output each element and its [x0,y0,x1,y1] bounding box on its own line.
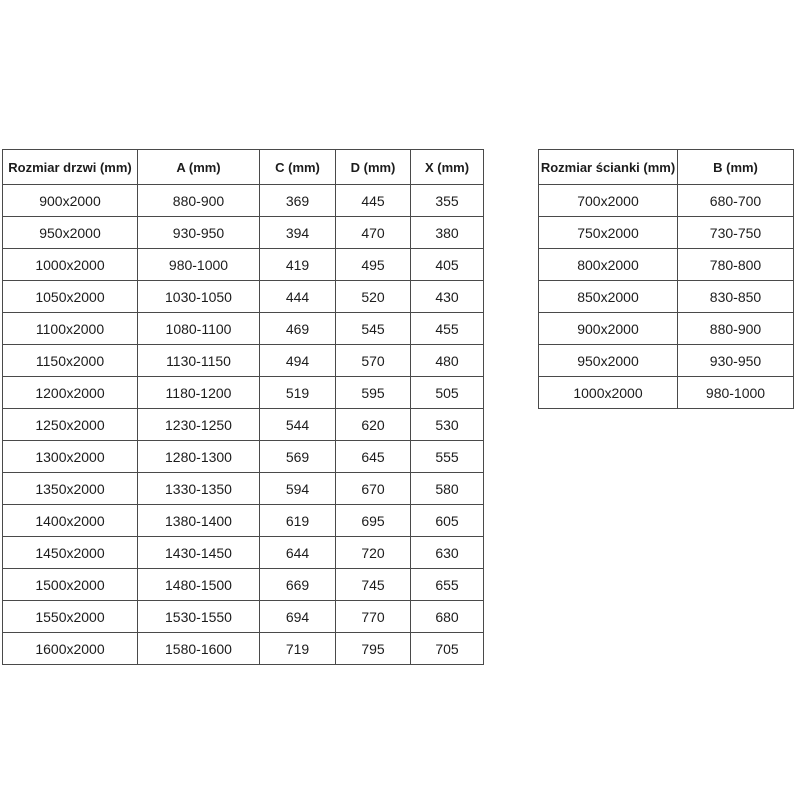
table-row [3,601,484,633]
table-row [3,537,484,569]
table-cell: 620 [336,409,411,441]
table-cell: 900x2000 [539,313,678,345]
table-cell: 770 [336,601,411,633]
column-header: B (mm) [678,150,794,185]
table-row [3,281,484,313]
table-cell: 644 [260,537,336,569]
door-size-table [2,149,484,665]
table-cell: 1130-1150 [138,345,260,377]
table-cell: 380 [411,217,484,249]
table-cell: 369 [260,185,336,217]
table-cell: 1400x2000 [3,505,138,537]
table-cell: 1380-1400 [138,505,260,537]
table-cell: 469 [260,313,336,345]
table-cell: 1030-1050 [138,281,260,313]
table-cell: 850x2000 [539,281,678,313]
table-cell: 950x2000 [3,217,138,249]
table-cell: 555 [411,441,484,473]
wall-table-header-row [539,150,794,185]
table-cell: 695 [336,505,411,537]
table-cell: 800x2000 [539,249,678,281]
table-row [539,377,794,409]
table-cell: 1000x2000 [3,249,138,281]
table-row [3,185,484,217]
table-row [3,345,484,377]
table-cell: 480 [411,345,484,377]
table-cell: 530 [411,409,484,441]
table-cell: 719 [260,633,336,665]
table-cell: 1350x2000 [3,473,138,505]
table-cell: 1530-1550 [138,601,260,633]
table-cell: 355 [411,185,484,217]
table-cell: 900x2000 [3,185,138,217]
table-cell: 1250x2000 [3,409,138,441]
table-cell: 1150x2000 [3,345,138,377]
table-cell: 930-950 [138,217,260,249]
table-cell: 1000x2000 [539,377,678,409]
table-cell: 444 [260,281,336,313]
table-row [539,281,794,313]
table-cell: 594 [260,473,336,505]
table-cell: 950x2000 [539,345,678,377]
column-header: C (mm) [260,150,336,185]
table-cell: 880-900 [678,313,794,345]
column-header: X (mm) [411,150,484,185]
table-cell: 980-1000 [678,377,794,409]
table-cell: 1050x2000 [3,281,138,313]
table-row [539,345,794,377]
table-cell: 1230-1250 [138,409,260,441]
table-cell: 1430-1450 [138,537,260,569]
table-cell: 605 [411,505,484,537]
table-cell: 419 [260,249,336,281]
table-cell: 830-850 [678,281,794,313]
table-cell: 430 [411,281,484,313]
table-cell: 1480-1500 [138,569,260,601]
table-cell: 619 [260,505,336,537]
table-cell: 669 [260,569,336,601]
table-cell: 720 [336,537,411,569]
table-cell: 1100x2000 [3,313,138,345]
table-cell: 455 [411,313,484,345]
table-cell: 544 [260,409,336,441]
table-cell: 470 [336,217,411,249]
column-header: D (mm) [336,150,411,185]
table-cell: 980-1000 [138,249,260,281]
table-row [3,633,484,665]
table-cell: 655 [411,569,484,601]
table-row [3,313,484,345]
table-cell: 730-750 [678,217,794,249]
table-row [539,249,794,281]
table-row [3,441,484,473]
wall-size-table [538,149,794,409]
table-cell: 645 [336,441,411,473]
table-cell: 1580-1600 [138,633,260,665]
door-table-header-row [3,150,484,185]
table-cell: 1450x2000 [3,537,138,569]
column-header: Rozmiar ścianki (mm) [539,150,678,185]
table-cell: 1280-1300 [138,441,260,473]
table-cell: 505 [411,377,484,409]
table-cell: 405 [411,249,484,281]
table-cell: 630 [411,537,484,569]
table-cell: 700x2000 [539,185,678,217]
table-cell: 1300x2000 [3,441,138,473]
table-cell: 1500x2000 [3,569,138,601]
table-cell: 570 [336,345,411,377]
table-row [3,377,484,409]
table-cell: 780-800 [678,249,794,281]
table-row [3,505,484,537]
table-cell: 795 [336,633,411,665]
table-cell: 519 [260,377,336,409]
table-cell: 1180-1200 [138,377,260,409]
table-cell: 445 [336,185,411,217]
table-row [3,569,484,601]
table-row [3,249,484,281]
table-cell: 930-950 [678,345,794,377]
column-header: Rozmiar drzwi (mm) [3,150,138,185]
table-row [3,217,484,249]
table-cell: 580 [411,473,484,505]
table-cell: 520 [336,281,411,313]
table-cell: 569 [260,441,336,473]
table-cell: 680-700 [678,185,794,217]
table-cell: 1330-1350 [138,473,260,505]
table-cell: 1550x2000 [3,601,138,633]
table-cell: 694 [260,601,336,633]
table-cell: 494 [260,345,336,377]
table-cell: 745 [336,569,411,601]
table-cell: 595 [336,377,411,409]
table-cell: 670 [336,473,411,505]
table-row [3,473,484,505]
table-row [539,185,794,217]
table-cell: 880-900 [138,185,260,217]
table-cell: 495 [336,249,411,281]
table-cell: 680 [411,601,484,633]
table-row [539,217,794,249]
table-cell: 750x2000 [539,217,678,249]
table-row [3,409,484,441]
table-cell: 545 [336,313,411,345]
table-row [539,313,794,345]
table-cell: 1600x2000 [3,633,138,665]
column-header: A (mm) [138,150,260,185]
table-cell: 394 [260,217,336,249]
table-cell: 1200x2000 [3,377,138,409]
table-cell: 1080-1100 [138,313,260,345]
table-cell: 705 [411,633,484,665]
